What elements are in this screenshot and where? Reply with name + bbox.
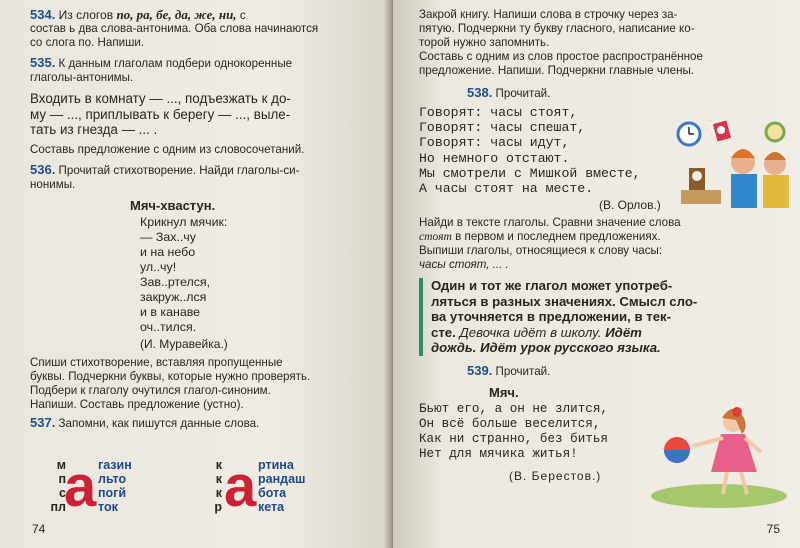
poem-author: (И. Муравейка.) xyxy=(140,336,228,351)
poem-line: Но немного отстают. xyxy=(419,150,570,166)
poem-author: (В. Орлов.) xyxy=(599,198,661,213)
poem-line: и на небо xyxy=(140,244,196,259)
exercise-536-task4: Напиши. Составь предложение (устно). xyxy=(30,397,244,411)
poem-line: Мы смотрели с Мишкой вместе, xyxy=(419,165,641,181)
poem-line: А часы стоят на месте. xyxy=(419,181,594,197)
poem-line: Говорят: часы спешат, xyxy=(419,120,586,136)
poem-line: Говорят: часы идут, xyxy=(419,135,570,151)
text: К данным глаголам подбери однокоренные xyxy=(58,57,293,70)
poem-line: ул..чу! xyxy=(140,259,177,274)
word-part: погй xyxy=(98,486,127,500)
word-part: р xyxy=(214,500,222,514)
exercise-535-line2: глаголы-антонимы. xyxy=(30,71,134,84)
exercise-536-task2: буквы. Подчеркни буквы, которые нужно проверять. xyxy=(30,369,311,383)
poem xyxy=(30,215,381,335)
exercise-535-line6: Составь предложение с одним из словосочетаний. xyxy=(30,142,305,156)
exercise-536-task3: Подбери к глаголу очутился глагол-синоним. xyxy=(30,383,271,397)
exercise-538-task2 xyxy=(419,230,786,244)
word-part: к xyxy=(215,486,222,500)
poem-line: Нет для мячика житья! xyxy=(419,447,578,462)
word-part: п xyxy=(58,472,66,486)
big-letter-a: а xyxy=(64,454,97,519)
example: Идёт урок русского языка. xyxy=(480,340,661,356)
page-number: 75 xyxy=(766,522,780,536)
exercise-number: 536. xyxy=(30,161,56,177)
exercise-535-line5: тать из гнезда — ... . xyxy=(30,122,158,137)
exercise-538-task1: Найди в тексте глаголы. Сравни значение слова xyxy=(419,216,681,230)
poem-line: предложение. Напиши. Подчеркни главные члены. xyxy=(419,64,695,77)
intro-text xyxy=(419,8,786,78)
exercise-number: 534. xyxy=(30,7,56,22)
text: Запомни, как пишутся данные слова. xyxy=(58,416,260,430)
word-part: м xyxy=(56,458,66,472)
exercise-538 xyxy=(467,86,786,101)
right-page xyxy=(393,0,800,548)
text: в первом и последнем предложениях. xyxy=(451,230,661,244)
poem-line: Он всё больше веселится, xyxy=(419,416,601,431)
exercise-536 xyxy=(30,163,381,178)
text: Прочитай стихотворение. Найди глаголы-си- xyxy=(58,163,300,177)
exercise-536-task1: Спиши стихотворение, вставляя пропущенные xyxy=(30,355,283,369)
poem-line: Говорят: часы стоят, xyxy=(419,105,578,120)
word-part: ртина xyxy=(258,458,294,472)
big-letter-a: а xyxy=(224,454,257,519)
exercise-number: 539. xyxy=(467,362,493,378)
poem-title: Мяч-хвастун. xyxy=(130,197,216,213)
rule-line xyxy=(431,340,786,356)
poem-line: и в канаве xyxy=(140,304,201,319)
syllables: по, ра, бе, да, же, ни, xyxy=(116,7,237,22)
poem-line: Крикнул мячик: xyxy=(140,214,228,229)
exercise-535-line3: Входить в комнату — ..., подъезжать к до- xyxy=(30,91,291,106)
exercise-537 xyxy=(30,416,381,431)
exercise-535-line4: му — ..., приплывать к берегу — ..., выле- xyxy=(30,106,291,122)
exercise-535 xyxy=(30,56,381,71)
poem-line: Как ни странно, без битья xyxy=(419,432,608,447)
word-part: с xyxy=(59,486,66,500)
left-page xyxy=(0,0,393,548)
exercise-number: 538. xyxy=(467,85,493,100)
text: Прочитай. xyxy=(495,87,551,100)
poem xyxy=(419,105,679,196)
text: с xyxy=(239,8,246,22)
exercise-534-line2: состав ь два слова-антонима. Оба слова начинаются xyxy=(30,22,319,35)
poem xyxy=(419,402,659,463)
poem-author: (В. Берестов.) xyxy=(509,468,602,483)
word-part: к xyxy=(215,472,222,486)
poem-line: пятую. Подчеркни ту букву гласного, написание ко- xyxy=(419,22,695,35)
poem-line: оч..тился. xyxy=(140,319,197,334)
poem-title: Мяч. xyxy=(489,384,519,400)
word-grid-right xyxy=(210,456,360,526)
word-part: ток xyxy=(98,500,118,514)
poem-line: Зав..ртелся, xyxy=(140,274,211,289)
word-part: газин xyxy=(98,458,132,472)
rule-line: Один и тот же глагол может употреб- xyxy=(431,278,673,294)
clocks-illustration xyxy=(671,118,789,208)
word-part: пл xyxy=(50,500,66,514)
example: Девочка идёт в школу. xyxy=(459,324,602,340)
poem-line: торой нужно запомнить. xyxy=(419,36,550,49)
example: дождь. xyxy=(431,340,477,356)
word-grid-left xyxy=(40,456,170,526)
exercise-534-line3: со слога по. Напиши. xyxy=(30,36,145,49)
exercise-534 xyxy=(30,8,381,22)
rule-box xyxy=(419,278,786,356)
poem-line: Составь с одним из слов простое распространённое xyxy=(419,50,703,63)
italic-word: стоят xyxy=(419,230,452,244)
exercise-536-line2: нонимы. xyxy=(30,177,76,191)
word-part: к xyxy=(215,458,222,472)
exercise-539 xyxy=(467,364,786,379)
text: сте. xyxy=(431,324,456,340)
poem-line: Бьют его, а он не злится, xyxy=(419,401,608,416)
exercise-number: 535. xyxy=(30,55,56,70)
page-number: 74 xyxy=(32,522,46,536)
clock-icon xyxy=(766,123,784,141)
exercise-538-task4: часы стоят, ... . xyxy=(419,258,509,272)
exercise-number: 537. xyxy=(30,414,56,430)
rule-line: ляться в разных значениях. Смысл сло- xyxy=(431,293,698,309)
example: Идёт xyxy=(605,324,642,340)
text: Из слогов xyxy=(58,8,114,22)
girl-with-ball-illustration xyxy=(649,398,789,510)
word-part: бота xyxy=(258,486,287,500)
word-part: льто xyxy=(98,472,127,486)
rule-line xyxy=(431,325,786,341)
exercise-538-task3: Выпиши глаголы, относящиеся к слову часы: xyxy=(419,244,663,258)
rule-line: ва уточняется в предложении, в тек- xyxy=(431,309,672,325)
text: Прочитай. xyxy=(495,364,551,378)
poem-line: закруж..лся xyxy=(140,289,207,304)
word-part: кета xyxy=(258,500,285,514)
word-part: рандаш xyxy=(258,472,306,486)
poem-line: Закрой книгу. Напиши слова в строчку через за- xyxy=(419,8,678,21)
poem-line: — Зах..чу xyxy=(140,229,196,244)
